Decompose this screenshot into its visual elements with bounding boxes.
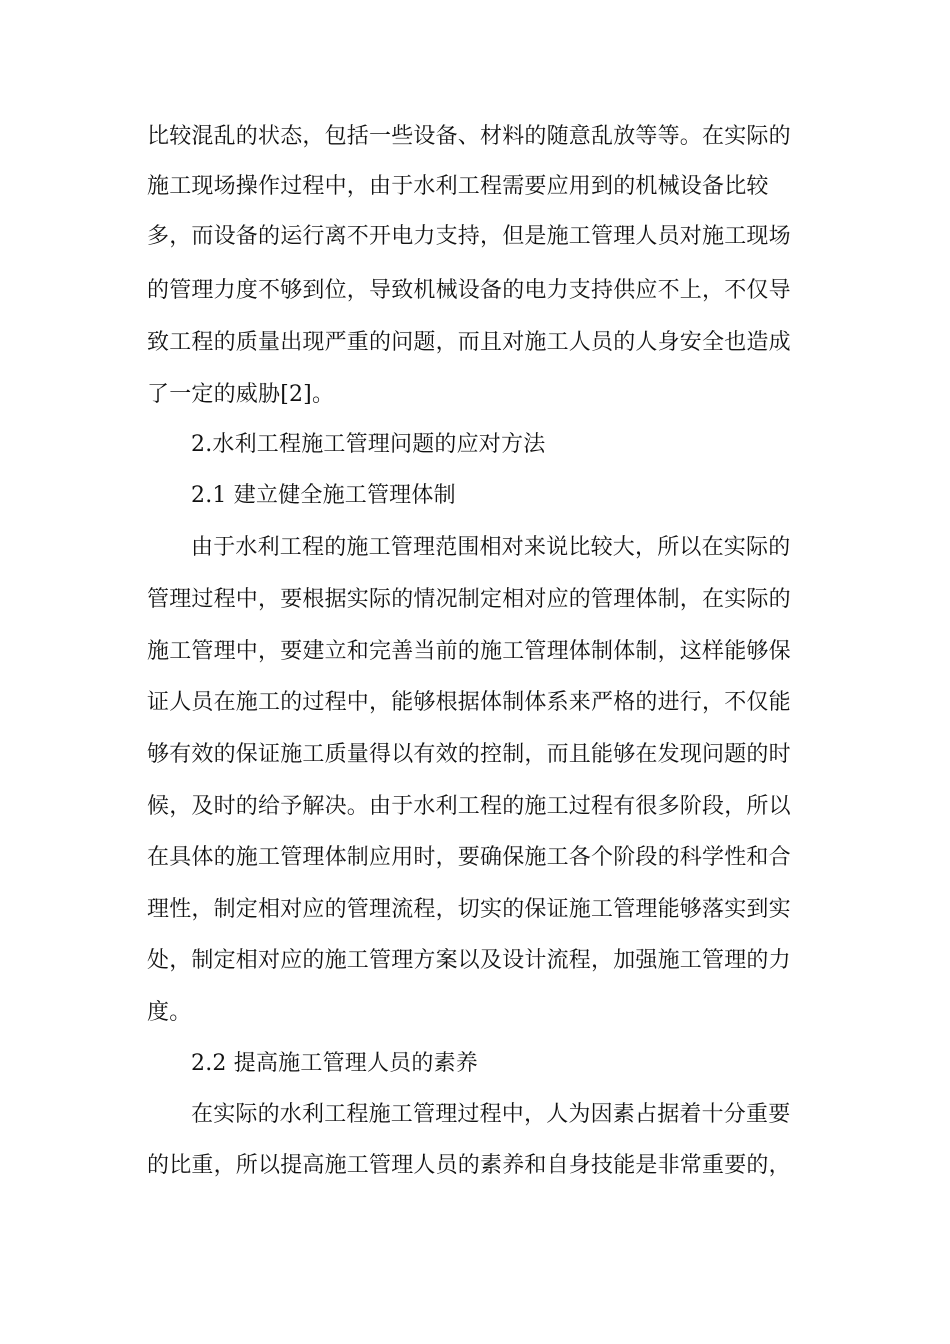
paragraph-line: 致工程的质量出现严重的问题，而且对施工人员的人身安全也造成 xyxy=(147,330,791,355)
paragraph-line: 处，制定相对应的施工管理方案以及设计流程，加强施工管理的力 xyxy=(147,948,791,973)
paragraph-line: 比较混乱的状态，包括一些设备、材料的随意乱放等等。在实际的 xyxy=(147,124,791,149)
subsection-heading: 2.1 建立健全施工管理体制 xyxy=(191,483,456,508)
paragraph-line: 证人员在施工的过程中，能够根据体制体系来严格的进行，不仅能 xyxy=(147,690,791,715)
paragraph-line: 施工管理中，要建立和完善当前的施工管理体制体制，这样能够保 xyxy=(147,639,791,664)
section-heading: 2.水利工程施工管理问题的应对方法 xyxy=(191,432,546,457)
paragraph-line: 施工现场操作过程中，由于水利工程需要应用到的机械设备比较 xyxy=(147,174,769,199)
paragraph-line: 在具体的施工管理体制应用时，要确保施工各个阶段的科学性和合 xyxy=(147,845,791,870)
paragraph-line: 了一定的威胁[2]。 xyxy=(147,382,335,407)
paragraph-line: 多，而设备的运行离不开电力支持，但是施工管理人员对施工现场 xyxy=(147,224,791,249)
paragraph-line: 理性，制定相对应的管理流程，切实的保证施工管理能够落实到实 xyxy=(147,897,791,922)
paragraph-line: 由于水利工程的施工管理范围相对来说比较大，所以在实际的 xyxy=(191,535,791,560)
paragraph-line: 度。 xyxy=(147,1000,192,1025)
paragraph-line: 管理过程中，要根据实际的情况制定相对应的管理体制，在实际的 xyxy=(147,587,791,612)
subsection-heading: 2.2 提高施工管理人员的素养 xyxy=(191,1051,478,1076)
paragraph-line: 候，及时的给予解决。由于水利工程的施工过程有很多阶段，所以 xyxy=(147,794,791,819)
paragraph-line: 的比重，所以提高施工管理人员的素养和自身技能是非常重要的， xyxy=(147,1153,791,1178)
paragraph-line: 在实际的水利工程施工管理过程中，人为因素占据着十分重要 xyxy=(191,1102,791,1127)
paragraph-line: 够有效的保证施工质量得以有效的控制，而且能够在发现问题的时 xyxy=(147,742,791,767)
paragraph-line: 的管理力度不够到位，导致机械设备的电力支持供应不上，不仅导 xyxy=(147,278,791,303)
